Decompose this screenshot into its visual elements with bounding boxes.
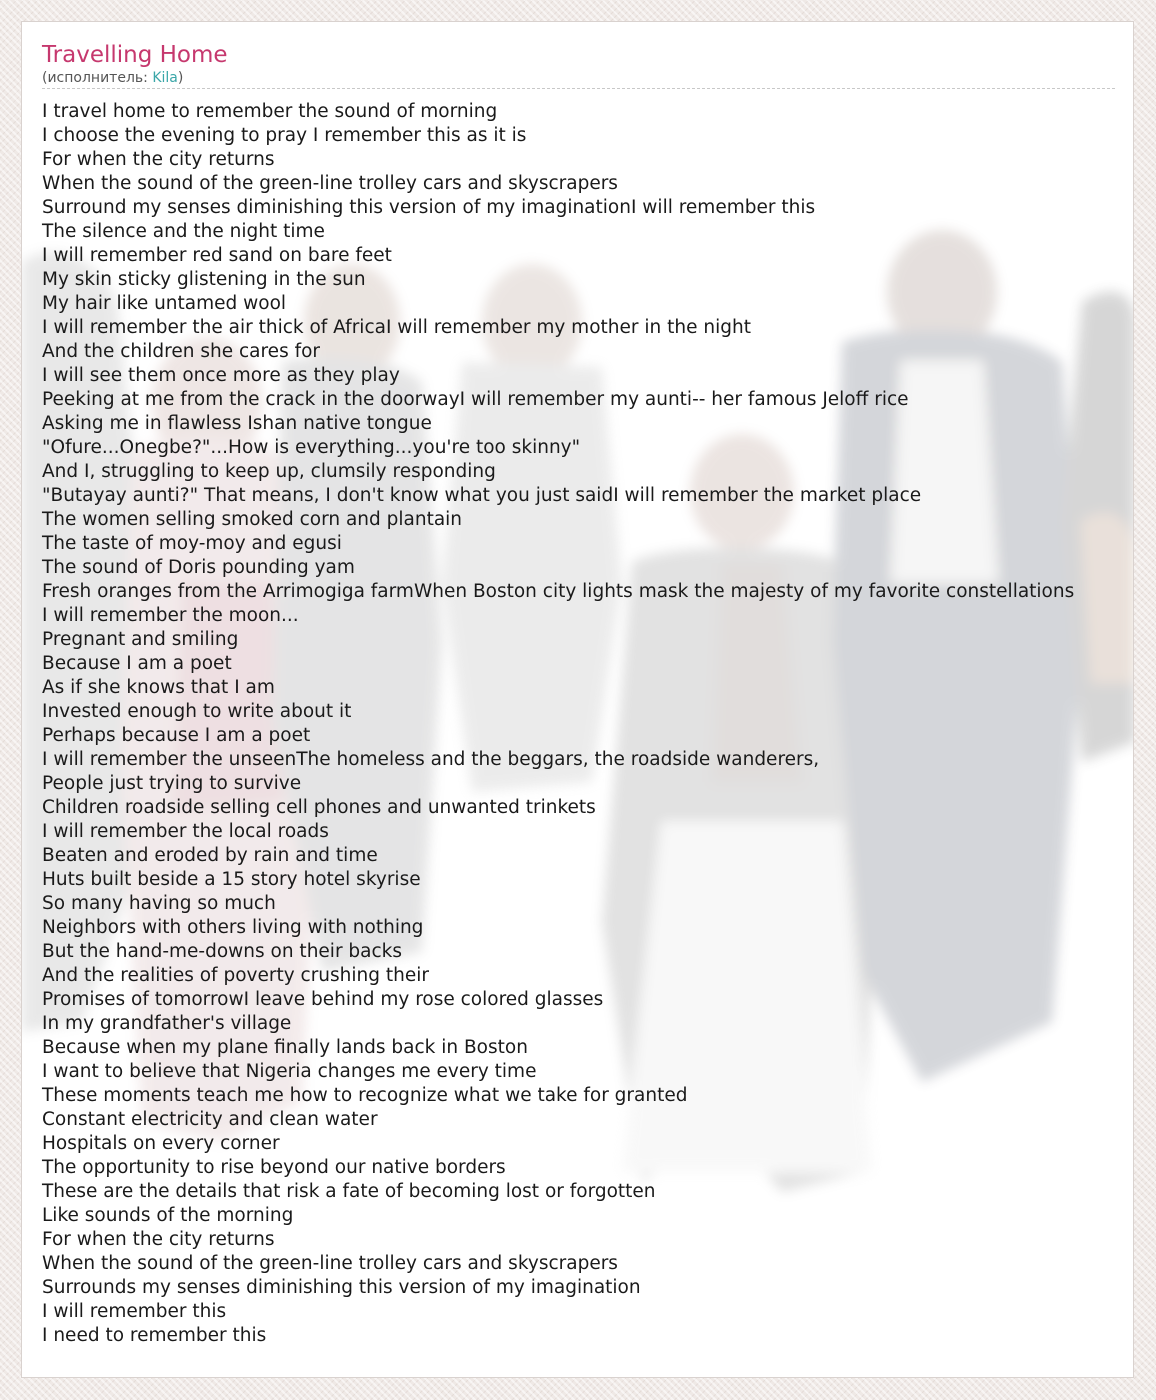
- lyric-line: I will remember the unseenThe homeless and the beggars, the roadside wanderers,: [42, 749, 820, 770]
- song-header: [42, 41, 1115, 89]
- lyric-line: The women selling smoked corn and plantain: [42, 509, 463, 530]
- artist-prefix: (исполнитель:: [42, 70, 153, 86]
- lyric-line: These moments teach me how to recognize what we take for granted: [42, 1085, 688, 1106]
- lyric-line: My hair like untamed wool: [42, 293, 287, 314]
- lyric-line: Pregnant and smiling: [42, 629, 239, 650]
- lyric-line: But the hand-me-downs on their backs: [42, 941, 403, 962]
- lyric-line: Constant electricity and clean water: [42, 1109, 378, 1130]
- lyric-line: Fresh oranges from the Arrimogiga farmWhen Boston city lights mask the majesty of my favorite constellations: [42, 581, 1075, 602]
- lyric-line: Hospitals on every corner: [42, 1133, 280, 1154]
- artist-line: [42, 69, 1115, 87]
- lyric-line: Like sounds of the morning: [42, 1205, 294, 1226]
- lyric-line: I need to remember this: [42, 1325, 267, 1346]
- lyric-line: For when the city returns: [42, 149, 275, 170]
- lyric-line: People just trying to survive: [42, 773, 302, 794]
- song-title: Travelling Home: [42, 42, 228, 68]
- lyric-line: I will remember red sand on bare feet: [42, 245, 392, 266]
- lyric-line: The sound of Doris pounding yam: [42, 557, 355, 578]
- lyric-line: Invested enough to write about it: [42, 701, 352, 722]
- lyric-line: Perhaps because I am a poet: [42, 725, 311, 746]
- lyric-line: I travel home to remember the sound of morning: [42, 101, 498, 122]
- lyric-line: Because I am a poet: [42, 653, 232, 674]
- lyric-line: I want to believe that Nigeria changes me every time: [42, 1061, 537, 1082]
- lyrics-text: [42, 100, 1074, 1348]
- lyric-line: And I, struggling to keep up, clumsily responding: [42, 461, 496, 482]
- lyric-line: The silence and the night time: [42, 221, 325, 242]
- lyric-line: In my grandfather's village: [42, 1013, 292, 1034]
- artist-suffix: ): [177, 70, 184, 86]
- lyric-line: The taste of moy-moy and egusi: [42, 533, 342, 554]
- lyric-line: My skin sticky glistening in the sun: [42, 269, 366, 290]
- lyric-line: Peeking at me from the crack in the doorwayI will remember my aunti-- her famous Jeloff rice: [42, 389, 909, 410]
- lyric-line: Huts built beside a 15 story hotel skyrise: [42, 869, 421, 890]
- lyric-line: I will remember this: [42, 1301, 227, 1322]
- lyric-line: I choose the evening to pray I remember this as it is: [42, 125, 527, 146]
- lyric-line: So many having so much: [42, 893, 276, 914]
- lyric-line: "Butayay aunti?" That means, I don't know what you just saidI will remember the market place: [42, 485, 922, 506]
- lyric-line: Neighbors with others living with nothing: [42, 917, 424, 938]
- lyric-line: Surrounds my senses diminishing this version of my imagination: [42, 1277, 641, 1298]
- lyric-line: Beaten and eroded by rain and time: [42, 845, 378, 866]
- lyric-line: Surround my senses diminishing this version of my imaginationI will remember this: [42, 197, 816, 218]
- lyric-line: As if she knows that I am: [42, 677, 275, 698]
- lyric-line: When the sound of the green-line trolley cars and skyscrapers: [42, 1253, 618, 1274]
- artist-link[interactable]: Kila: [152, 70, 178, 86]
- lyric-line: And the realities of poverty crushing their: [42, 965, 429, 986]
- lyric-line: These are the details that risk a fate of becoming lost or forgotten: [42, 1181, 656, 1202]
- lyric-line: And the children she cares for: [42, 341, 321, 362]
- lyric-line: I will remember the moon...: [42, 605, 299, 626]
- lyric-line: For when the city returns: [42, 1229, 275, 1250]
- lyric-line: I will remember the air thick of AfricaI will remember my mother in the night: [42, 317, 751, 338]
- lyric-line: The opportunity to rise beyond our native borders: [42, 1157, 506, 1178]
- lyric-line: When the sound of the green-line trolley cars and skyscrapers: [42, 173, 618, 194]
- lyrics-card: [21, 21, 1134, 1378]
- lyric-line: Promises of tomorrowI leave behind my rose colored glasses: [42, 989, 604, 1010]
- lyric-line: I will remember the local roads: [42, 821, 329, 842]
- lyric-line: "Ofure...Onegbe?"...How is everything...you're too skinny": [42, 437, 581, 458]
- lyric-line: Because when my plane finally lands back in Boston: [42, 1037, 528, 1058]
- lyric-line: Asking me in flawless Ishan native tongue: [42, 413, 432, 434]
- lyric-line: Children roadside selling cell phones and unwanted trinkets: [42, 797, 596, 818]
- lyric-line: I will see them once more as they play: [42, 365, 400, 386]
